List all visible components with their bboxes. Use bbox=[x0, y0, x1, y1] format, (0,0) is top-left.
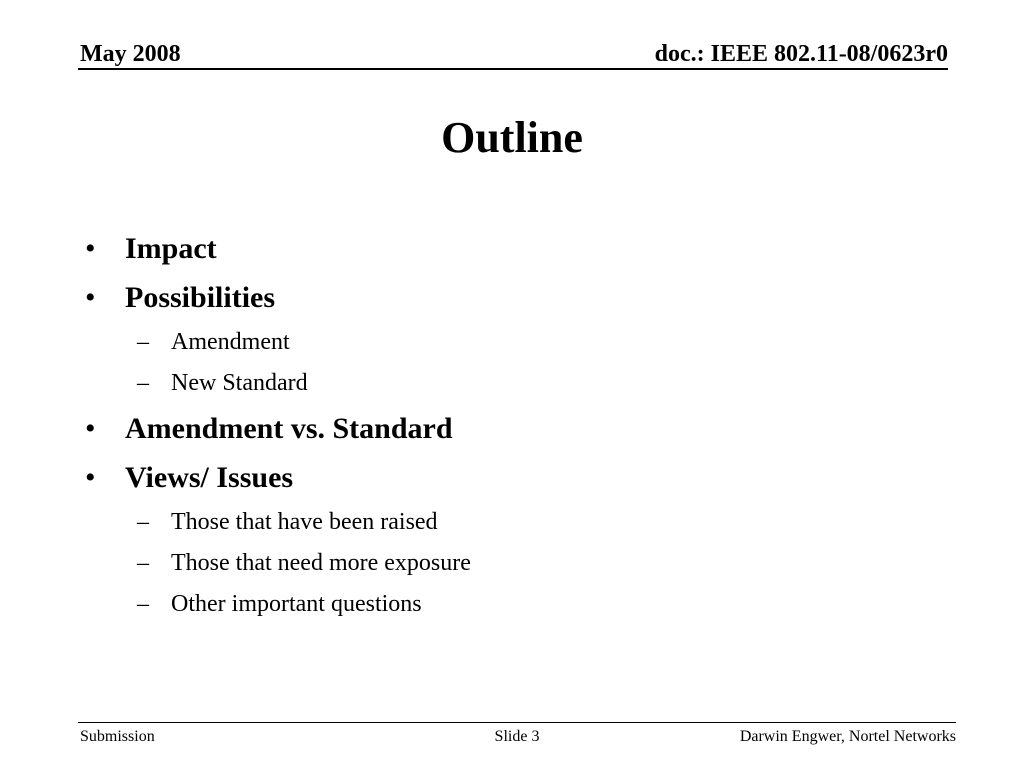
header-doc-id: doc.: IEEE 802.11-08/0623r0 bbox=[654, 41, 948, 67]
slide-title: Outline bbox=[441, 113, 583, 162]
bullet-item bbox=[85, 411, 453, 447]
sub-bullet-text: Those that need more exposure bbox=[171, 550, 471, 576]
sub-bullet-item bbox=[137, 548, 471, 578]
bullet-text: Possibilities bbox=[125, 281, 276, 314]
dash-marker: – bbox=[137, 550, 149, 576]
footer-author: Darwin Engwer, Nortel Networks bbox=[739, 728, 956, 745]
sub-bullet-text: Amendment bbox=[171, 329, 290, 355]
bullet-text: Impact bbox=[125, 232, 217, 265]
bullet-text: Amendment vs. Standard bbox=[125, 412, 453, 445]
bullet-item bbox=[85, 231, 217, 267]
sub-bullet-text: Those that have been raised bbox=[171, 509, 438, 535]
footer-submission: Submission bbox=[80, 728, 155, 745]
bullet-marker: • bbox=[85, 281, 96, 314]
dash-marker: – bbox=[137, 370, 149, 396]
bullet-marker: • bbox=[85, 412, 96, 445]
sub-bullet-item bbox=[137, 507, 438, 537]
header-date: May 2008 bbox=[80, 41, 181, 67]
dash-marker: – bbox=[137, 329, 149, 355]
sub-bullet-text: New Standard bbox=[171, 370, 308, 396]
bullet-marker: • bbox=[85, 232, 96, 265]
dash-marker: – bbox=[137, 509, 149, 535]
bullet-text: Views/ Issues bbox=[125, 461, 294, 494]
bullet-item bbox=[85, 460, 293, 496]
bullet-item bbox=[85, 280, 275, 316]
footer-divider bbox=[78, 722, 956, 723]
dash-marker: – bbox=[137, 591, 149, 617]
sub-bullet-item bbox=[137, 327, 290, 357]
sub-bullet-item bbox=[137, 368, 308, 398]
bullet-marker: • bbox=[85, 461, 96, 494]
sub-bullet-item bbox=[137, 589, 422, 619]
footer-slide-number: Slide 3 bbox=[494, 728, 540, 745]
sub-bullet-text: Other important questions bbox=[171, 591, 422, 617]
